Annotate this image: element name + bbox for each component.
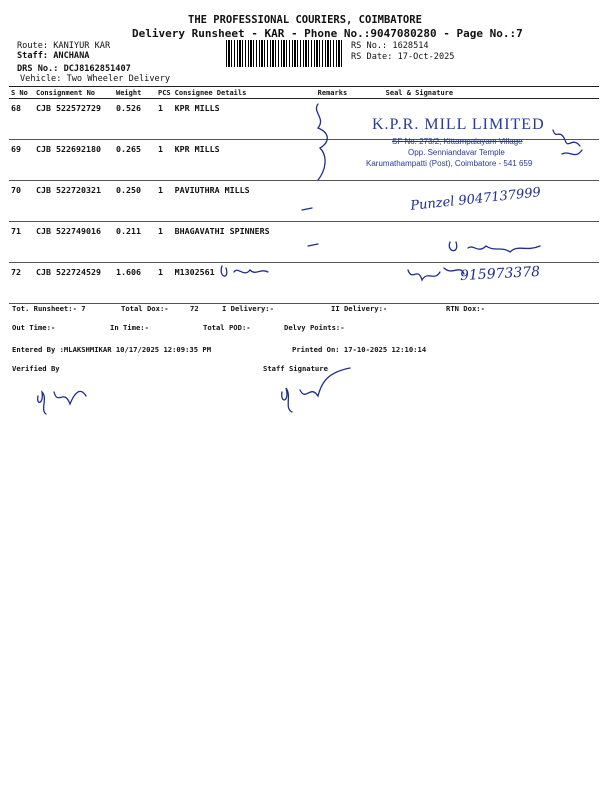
- stamp-name: K.P.R. MILL LIMITED: [372, 116, 545, 133]
- delivery-points: Delvy Points:-: [284, 323, 345, 332]
- header-sno: S No: [9, 87, 34, 99]
- stamp-line-2: Opp. Senniandavar Temple: [408, 148, 505, 157]
- cell-weight: 0.526: [114, 99, 156, 140]
- signature-scribble: [449, 242, 540, 252]
- handwritten-number-row70: Punzel 9047137999: [409, 185, 542, 214]
- stamp-line-1: SF No. 273/2, Kittampalayam Village: [392, 137, 523, 146]
- in-time: In Time:-: [110, 323, 149, 332]
- cell-pcs: 1: [156, 140, 173, 181]
- cell-sno: 72: [9, 263, 34, 304]
- remark-dash: [308, 244, 318, 246]
- header-seal-signature: Seal & Signature: [368, 87, 599, 99]
- cell-pcs: 1: [156, 181, 173, 222]
- printed-on: Printed On: 17-10-2025 12:10:14: [292, 345, 427, 354]
- signature-scribble: [408, 268, 464, 280]
- rtn-dox: RTN Dox:-: [446, 304, 485, 313]
- cell-sno: 71: [9, 222, 34, 263]
- signature-scribble: [221, 266, 268, 276]
- cell-consignment: CJB 522692180: [34, 140, 114, 181]
- cell-weight: 1.606: [114, 263, 156, 304]
- entered-by: Entered By :MLAKSHMIKAR 10/17/2025 12:09:35 PM: [12, 345, 212, 354]
- out-time: Out Time:-: [12, 323, 56, 332]
- verified-signature: [38, 391, 86, 414]
- remark-dash: [302, 208, 312, 210]
- cell-sno: 70: [9, 181, 34, 222]
- staff-text: Staff: ANCHANA: [17, 51, 90, 61]
- stamp-line-3: Karumathampatti (Post), Coimbatore - 541 659: [366, 159, 533, 168]
- staff-signature: [282, 368, 350, 412]
- cell-weight: 0.211: [114, 222, 156, 263]
- cell-consignee: BHAGAVATHI SPINNERS: [173, 222, 316, 263]
- cell-consignment: CJB 522720321: [34, 181, 114, 222]
- total-dox-label: Total Dox:-: [121, 304, 169, 313]
- rs-date: RS Date: 17-Oct-2025: [351, 52, 455, 62]
- ii-delivery: II Delivery:-: [331, 304, 388, 313]
- cell-pcs: 1: [156, 99, 173, 140]
- drs-number: DRS No.: DCJ8162851407: [17, 64, 131, 74]
- handwritten-number-row72: 915973378: [459, 263, 541, 285]
- i-delivery: I Delivery:-: [222, 304, 274, 313]
- total-dox-value: 72: [190, 304, 199, 313]
- cell-weight: 0.265: [114, 140, 156, 181]
- brace-mark: [316, 104, 327, 180]
- total-pod: Total POD:-: [203, 323, 251, 332]
- cell-sno: 69: [9, 140, 34, 181]
- route-text: Route: KANIYUR KAR: [17, 41, 111, 51]
- cell-consignment: CJB 522724529: [34, 263, 114, 304]
- cell-sno: 68: [9, 99, 34, 140]
- signature-scribble: [553, 130, 582, 155]
- cell-consignee: M1302561: [173, 263, 316, 304]
- cell-pcs: 1: [156, 222, 173, 263]
- cell-consignee: KPR MILLS: [173, 99, 316, 140]
- cell-weight: 0.250: [114, 181, 156, 222]
- cell-consignee: PAVIUTHRA MILLS: [173, 181, 316, 222]
- cell-consignee: KPR MILLS: [173, 140, 316, 181]
- vehicle-text: Vehicle: Two Wheeler Delivery: [20, 74, 171, 84]
- cell-consignment: CJB 522749016: [34, 222, 114, 263]
- staff-signature-label: Staff Signature: [263, 364, 328, 373]
- runsheet-subtitle: Delivery Runsheet - KAR - Phone No.:9047080280 - Page No.:7: [132, 27, 523, 40]
- total-runsheet: Tot. Runsheet:- 7: [12, 304, 86, 313]
- cell-pcs: 1: [156, 263, 173, 304]
- company-title: THE PROFESSIONAL COURIERS, COIMBATORE: [188, 14, 422, 26]
- header-remarks: Remarks: [316, 87, 368, 99]
- header-consignment: Consignment No: [34, 87, 114, 99]
- header-weight: Weight: [114, 87, 156, 99]
- verified-by-label: Verified By: [12, 364, 60, 373]
- header-consignee: Consignee Details: [173, 87, 316, 99]
- cell-consignment: CJB 522572729: [34, 99, 114, 140]
- rs-number: RS No.: 1628514: [351, 41, 429, 51]
- header-pcs: PCS: [158, 88, 171, 97]
